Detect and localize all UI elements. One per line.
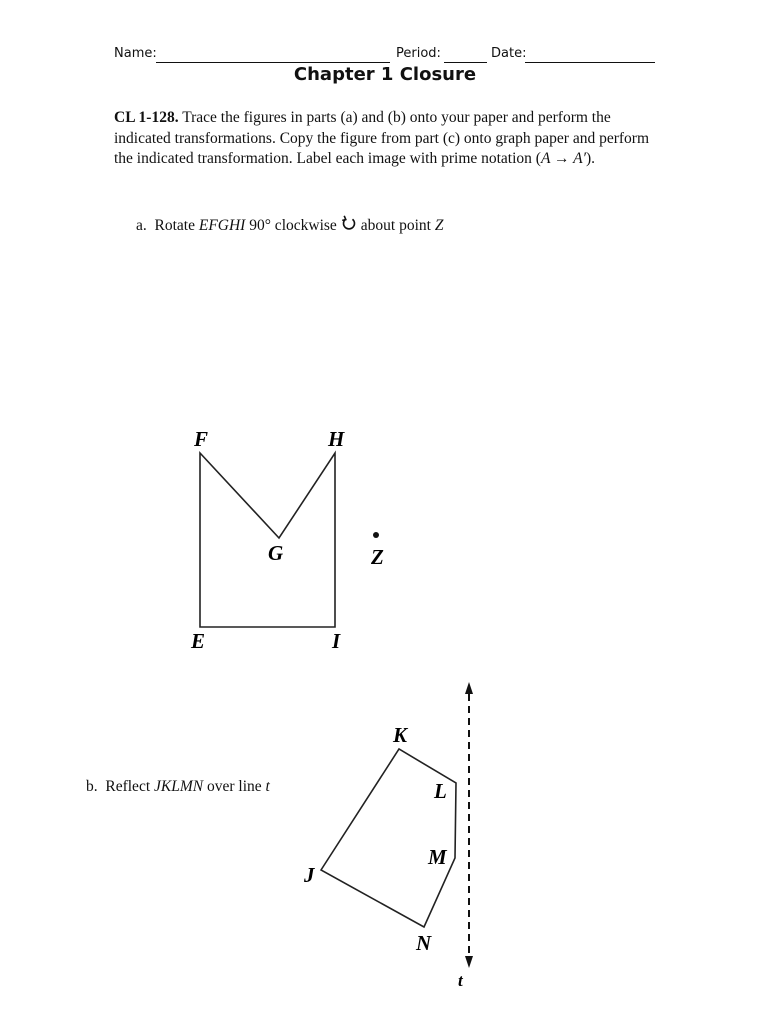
line-t-arrow-up [465,682,473,694]
label-e: E [191,629,206,653]
part-b-line-name: t [265,778,270,795]
label-k: K [393,723,408,747]
label-t: t [458,971,463,990]
part-b-figure-name: JKLMN [154,778,204,795]
prime-notation: A → A′ [540,150,586,167]
part-b-text-1: Reflect [105,778,151,795]
part-a-point-name: Z [434,217,444,234]
part-b-text-2: over line [206,778,262,795]
date-label: Date: [491,46,527,61]
label-l: L [434,779,447,803]
label-g: G [268,541,284,565]
polygon-efghi [200,453,335,627]
page-title: Chapter 1 Closure [293,64,477,85]
label-j: J [304,863,315,887]
part-a-figure-name: EFGHI [198,217,246,234]
label-f: F [194,427,209,451]
part-a-text-2: 90° clockwise [249,217,337,234]
point-z-dot [373,532,379,538]
part-a-marker: a. [136,217,147,234]
label-i: I [332,629,341,653]
polygon-jklmn [321,749,456,927]
line-t-arrow-down [465,956,473,968]
label-m: M [428,845,447,869]
label-z: Z [371,545,384,569]
label-h: H [328,427,345,451]
problem-text: Trace the figures in parts (a) and (b) onto your paper and perform the indicated transformations. Copy the figure from part (c) onto graph paper and perform the indicated transformation. Label each image with prime notation ( [114,109,649,167]
name-label: Name: [114,46,157,61]
part-a-text-1: Rotate [154,217,195,234]
problem-number: CL 1-128. [114,109,179,126]
part-b-marker: b. [86,778,98,795]
part-a-text-3: about point [360,217,431,234]
problem-text-end: ). [586,150,596,167]
period-label: Period: [396,46,441,61]
label-n: N [416,931,432,955]
